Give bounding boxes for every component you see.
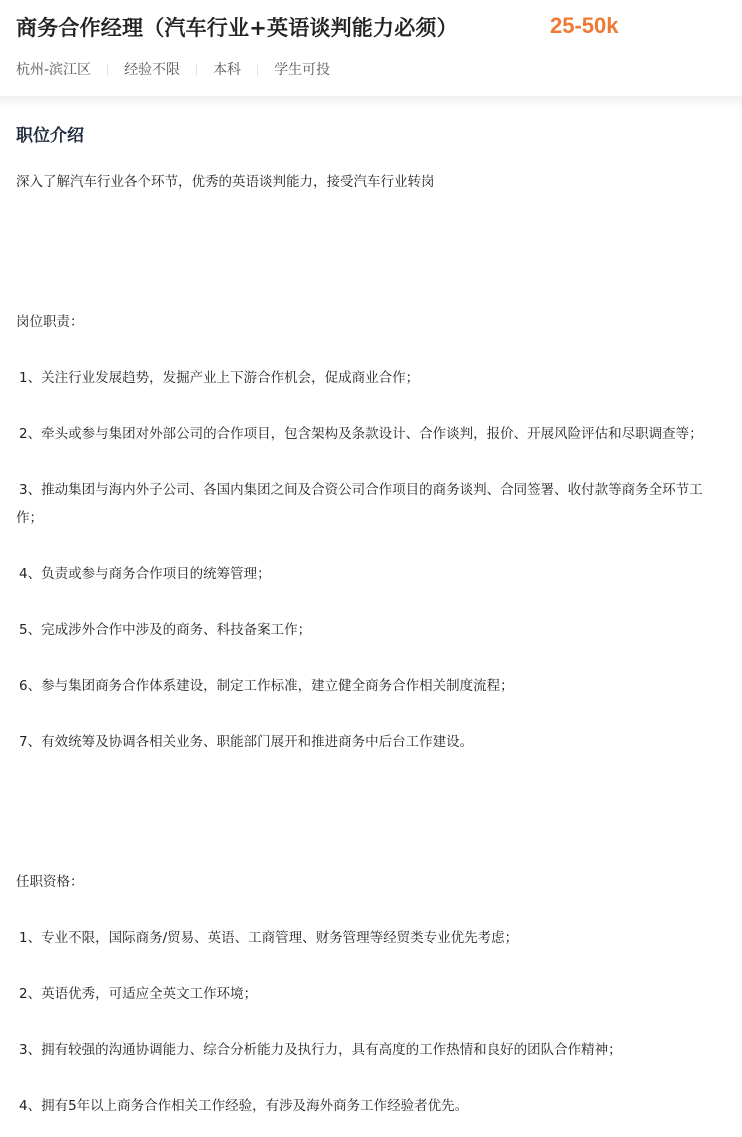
meta-divider xyxy=(257,64,258,76)
duty-item: 6、参与集团商务合作体系建设，制定工作标准，建立健全商务合作相关制度流程； xyxy=(19,678,514,694)
duty-item: 2、牵头或参与集团对外部公司的合作项目，包含架构及条款设计、合作谈判，报价、开展风险评估和尽职调查等； xyxy=(19,426,703,442)
duty-item: 5、完成涉外合作中涉及的商务、科技备案工作； xyxy=(19,622,312,638)
job-meta-row xyxy=(16,61,330,79)
header-shadow xyxy=(0,96,742,110)
job-intro: 深入了解汽车行业各个环节，优秀的英语谈判能力，接受汽车行业转岗 xyxy=(16,174,435,190)
duty-item-continuation: 作； xyxy=(16,510,43,526)
requirements-heading: 任职资格： xyxy=(16,874,84,890)
salary-label: 25-50k xyxy=(550,13,619,38)
job-header xyxy=(0,0,742,98)
meta-divider xyxy=(107,64,108,76)
requirement-item: 2、英语优秀，可适应全英文工作环境； xyxy=(19,986,258,1002)
meta-divider xyxy=(196,64,197,76)
requirement-item: 4、拥有5年以上商务合作相关工作经验，有涉及海外商务工作经验者优先。 xyxy=(19,1098,469,1114)
duty-item: 1、关注行业发展趋势，发掘产业上下游合作机会，促成商业合作； xyxy=(19,370,420,386)
location-tag: 杭州-滨江区 xyxy=(16,62,92,78)
education-tag: 本科 xyxy=(213,62,242,78)
job-title: 商务合作经理（汽车行业+英语谈判能力必须） xyxy=(16,16,458,40)
duty-item: 3、推动集团与海内外子公司、各国内集团之间及合资公司合作项目的商务谈判、合同签署、收付款等商务全环节工 xyxy=(19,482,703,498)
student-tag: 学生可投 xyxy=(274,62,331,78)
duties-heading: 岗位职责： xyxy=(16,314,84,330)
requirement-item: 3、拥有较强的沟通协调能力、综合分析能力及执行力，具有高度的工作热情和良好的团队合作精神； xyxy=(19,1042,622,1058)
section-title: 职位介绍 xyxy=(16,126,84,146)
experience-tag: 经验不限 xyxy=(124,62,181,78)
duty-item: 7、有效统筹及协调各相关业务、职能部门展开和推进商务中后台工作建设。 xyxy=(19,734,474,750)
duty-item: 4、负责或参与商务合作项目的统筹管理； xyxy=(19,566,271,582)
requirement-item: 1、专业不限，国际商务/贸易、英语、工商管理、财务管理等经贸类专业优先考虑； xyxy=(19,930,519,946)
